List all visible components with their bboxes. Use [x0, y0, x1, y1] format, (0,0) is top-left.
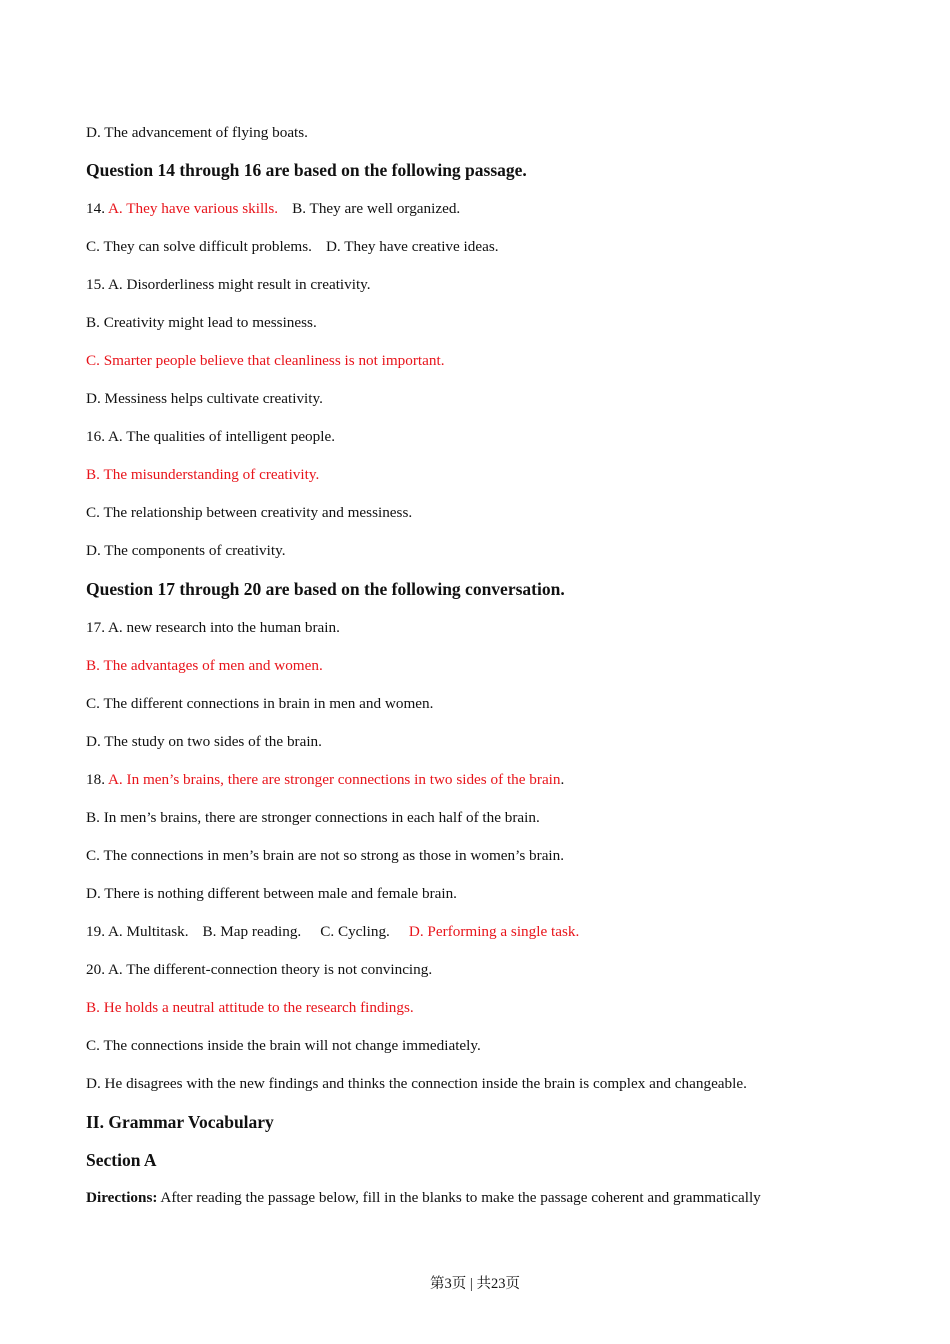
question-14-row2 [86, 237, 499, 257]
option-15d: D. Messiness helps cultivate creativity. [86, 390, 323, 407]
answer-option-16b: B. The misunderstanding of creativity. [86, 466, 320, 483]
question-14-row1 [86, 199, 460, 219]
answer-option-20b: B. He holds a neutral attitude to the research findings. [86, 999, 414, 1016]
directions-text: After reading the passage below, fill in the blanks to make the passage coherent and grammatically [157, 1189, 761, 1206]
option-18c: C. The connections in men’s brain are not so strong as those in women’s brain. [86, 847, 565, 864]
option-20d: D. He disagrees with the new findings and thinks the connection inside the brain is complex and changeable. [86, 1075, 747, 1092]
answer-option: A. They have various skills. [107, 200, 279, 217]
option-18b: B. In men’s brains, there are stronger connections in each half of the brain. [86, 809, 540, 826]
option: C. Cycling. [320, 923, 390, 940]
option: D. They have creative ideas. [325, 238, 499, 255]
option-16d: D. The components of creativity. [86, 542, 286, 559]
section-heading-17-20: Question 17 through 20 are based on the following conversation. [86, 579, 565, 599]
punctuation: . [560, 771, 565, 788]
directions [86, 1188, 761, 1208]
option-16c: C. The relationship between creativity and messiness. [86, 504, 413, 521]
option-17d: D. The study on two sides of the brain. [86, 733, 322, 750]
question-18-row [86, 770, 564, 790]
option-16a: 16. A. The qualities of intelligent people. [86, 428, 335, 445]
answer-option-15c: C. Smarter people believe that cleanliness is not important. [86, 352, 445, 369]
option: B. Map reading. [202, 923, 302, 940]
option: B. They are well organized. [292, 200, 461, 217]
option-18d: D. There is nothing different between male and female brain. [86, 885, 457, 902]
question-19-row [86, 922, 579, 942]
question-number: 14. [86, 200, 108, 217]
option-15a: 15. A. Disorderliness might result in creativity. [86, 276, 371, 293]
section-heading-14-16: Question 14 through 16 are based on the following passage. [86, 160, 527, 180]
directions-label: Directions: [86, 1189, 158, 1206]
option-20c: C. The connections inside the brain will not change immediately. [86, 1037, 481, 1054]
option-17c: C. The different connections in brain in men and women. [86, 695, 434, 712]
option-17a: 17. A. new research into the human brain. [86, 619, 340, 636]
answer-option: A. In men’s brains, there are stronger connections in two sides of the brain [107, 771, 561, 788]
option: C. They can solve difficult problems. [86, 238, 312, 255]
page-footer: 第3页 | 共23页 [430, 1276, 520, 1292]
option-13d: D. The advancement of flying boats. [86, 124, 308, 141]
answer-option: D. Performing a single task. [408, 923, 580, 940]
option: 19. A. Multitask. [86, 923, 189, 940]
section-heading-a: Section A [86, 1150, 157, 1170]
answer-option-17b: B. The advantages of men and women. [86, 657, 323, 674]
option-20a: 20. A. The different-connection theory is not convincing. [86, 961, 433, 978]
question-number: 18. [86, 771, 108, 788]
option-15b: B. Creativity might lead to messiness. [86, 314, 317, 331]
section-heading-grammar: II. Grammar Vocabulary [86, 1112, 274, 1132]
